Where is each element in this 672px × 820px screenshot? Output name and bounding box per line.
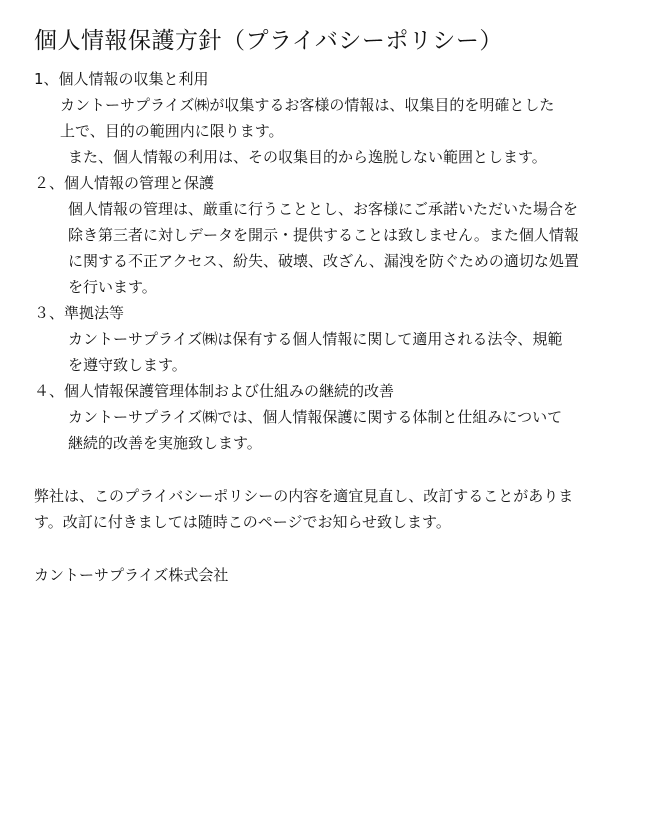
page-title: 個人情報保護方針（プライバシーポリシー） <box>34 28 503 54</box>
section-2-line-3: に関する不正アクセス、紛失、破壊、改ざん、漏洩を防ぐための適切な処置 <box>68 252 579 270</box>
closing-line-1: 弊社は、このプライバシーポリシーの内容を適宜見直し、改訂することがありま <box>34 487 574 505</box>
section-1-line-2: 上で、目的の範囲内に限ります。 <box>60 122 284 140</box>
section-2-line-2: 除き第三者に対しデータを開示・提供することは致しません。また個人情報 <box>68 226 579 244</box>
section-2-heading: ２、個人情報の管理と保護 <box>34 174 215 192</box>
section-1-line-3: また、個人情報の利用は、その収集目的から逸脱しない範囲とします。 <box>68 148 547 166</box>
section-4-heading: ４、個人情報保護管理体制および仕組みの継続的改善 <box>34 382 395 400</box>
section-2-line-1: 個人情報の管理は、厳重に行うこととし、お客様にご承諾いただいた場合を <box>68 200 579 218</box>
section-3-line-2: を遵守致します。 <box>68 356 187 374</box>
closing-line-2: す。改訂に付きましては随時このページでお知らせ致します。 <box>34 513 451 531</box>
section-2-line-4: を行います。 <box>68 278 157 296</box>
section-4-line-2: 継続的改善を実施致します。 <box>68 434 262 452</box>
section-1-line-1: カントーサプライズ㈱が収集するお客様の情報は、収集目的を明確とした <box>60 96 555 114</box>
section-3-line-1: カントーサプライズ㈱は保有する個人情報に関して適用される法令、規範 <box>68 330 563 348</box>
company-signature: カントーサプライズ株式会社 <box>34 566 229 584</box>
section-3-heading: ３、準拠法等 <box>34 304 125 322</box>
section-1-heading: 1、個人情報の収集と利用 <box>34 70 209 88</box>
section-4-line-1: カントーサプライズ㈱では、個人情報保護に関する体制と仕組みについて <box>68 408 563 426</box>
